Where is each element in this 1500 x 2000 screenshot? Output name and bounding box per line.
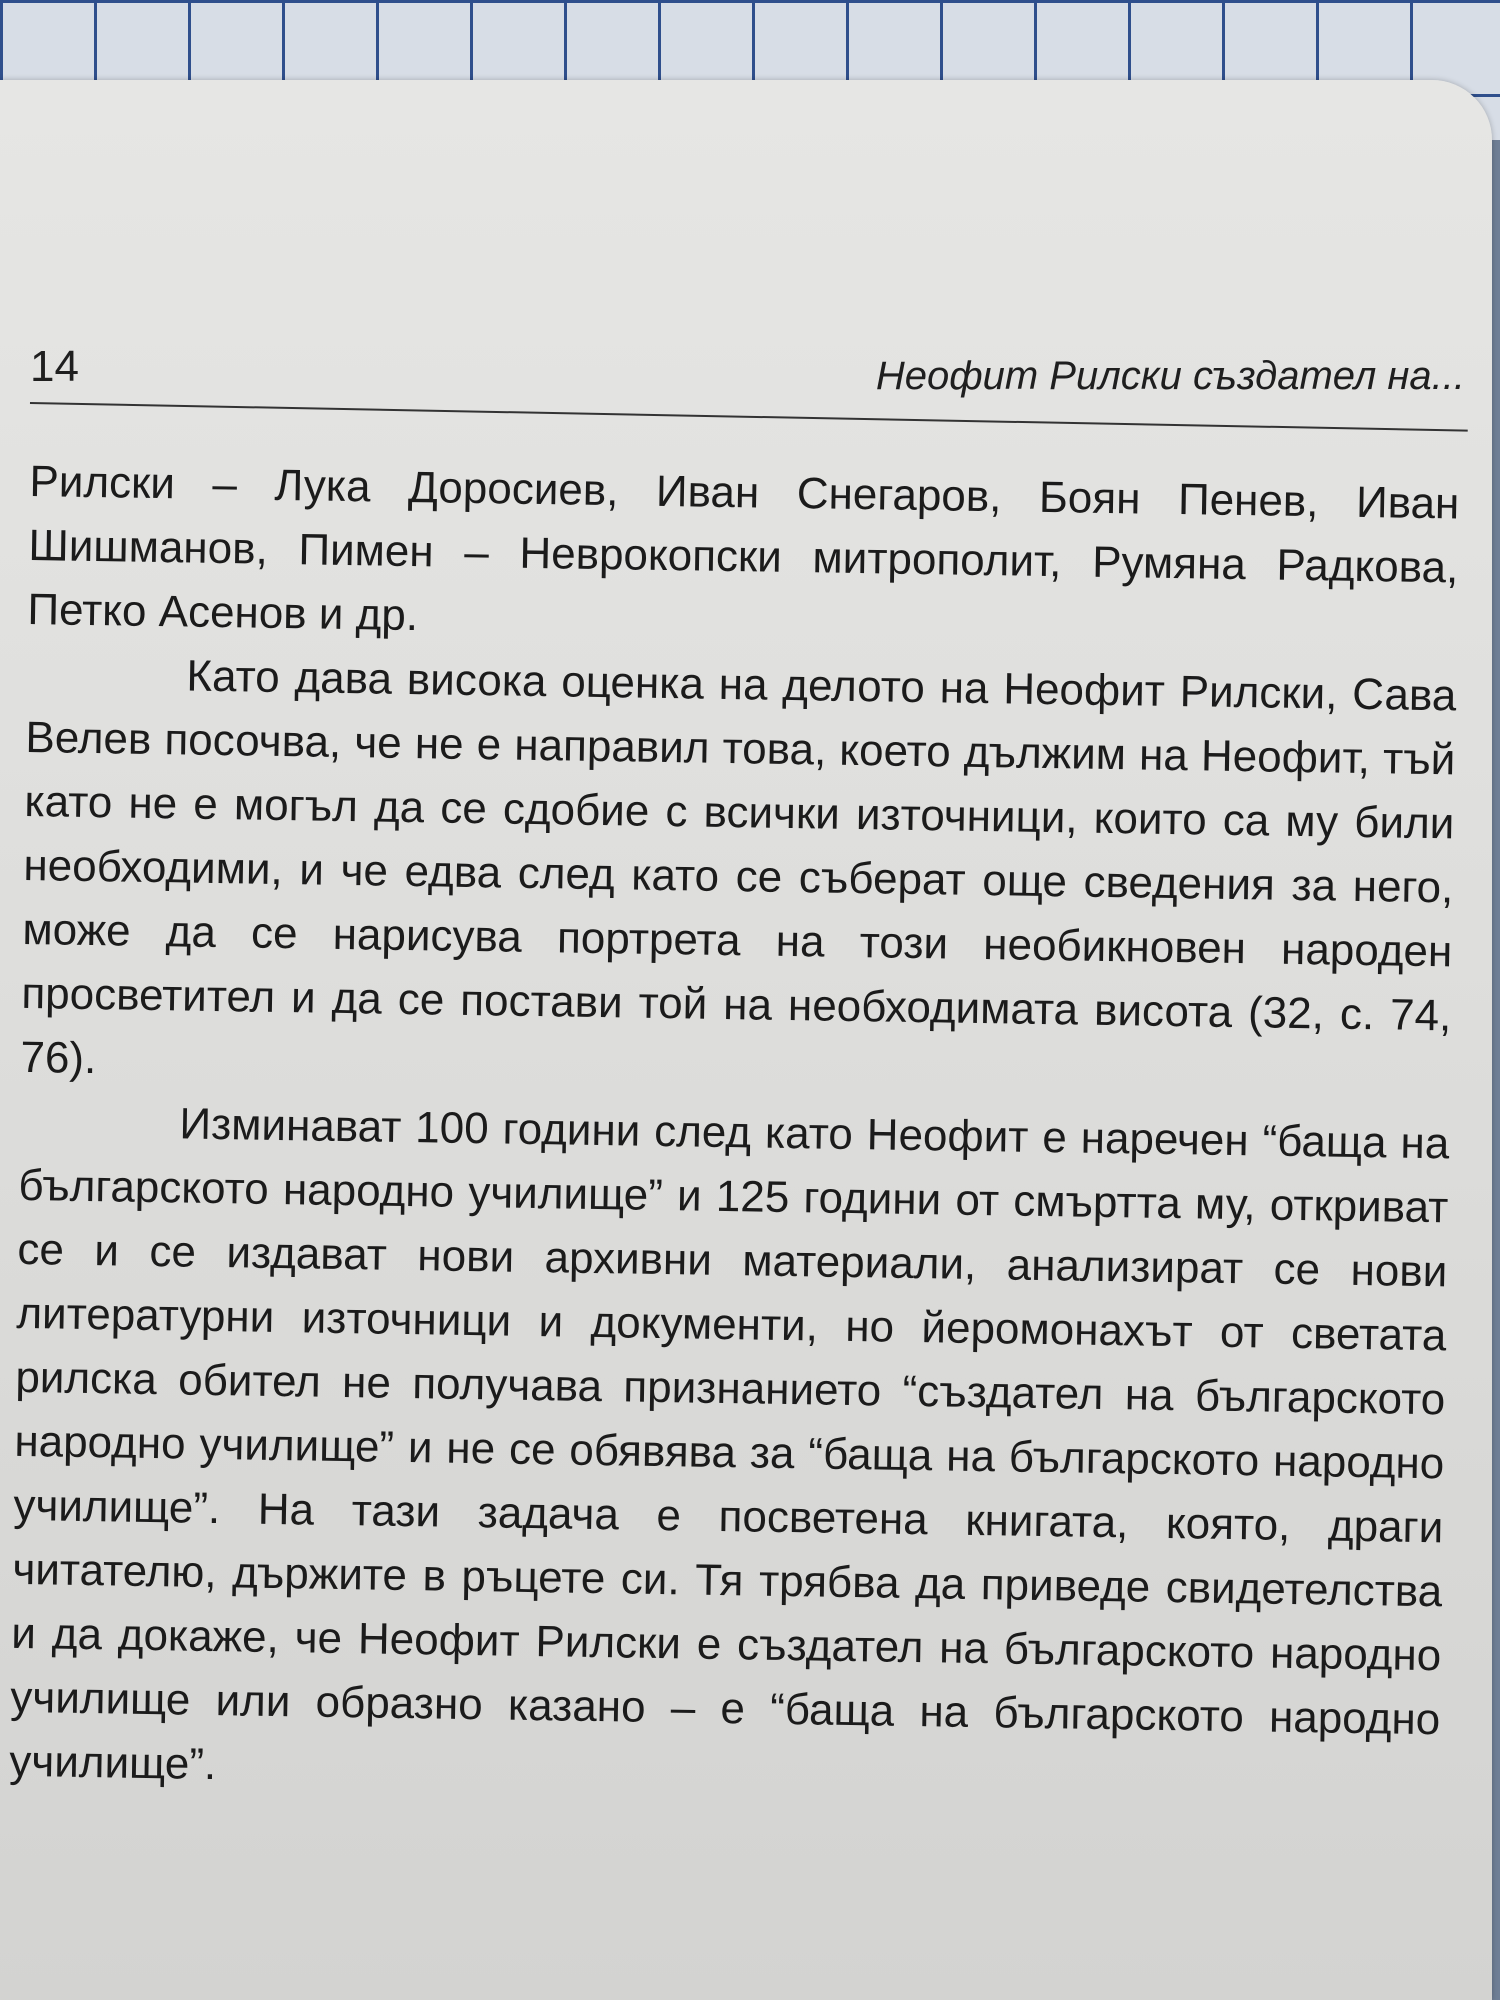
running-title: Неофит Рилски създател на... [875,354,1465,398]
page-number: 14 [30,342,79,391]
paragraph-1: Рилски – Лука Доросиев, Иван Снегаров, Боян Пенев, Иван Шишманов, Пимен – Неврокопски митрополит, Румяна Радкова, Петко Асенов и др. [27,456,1460,641]
paragraph-3: Изминават 100 години след като Неофит е наречен “баща на българското народно училище” и 125 години от смъртта му, откриват се и се издават нови архивни материали, анализират се нови литературни източници и документи, но йеромонахът от светата рилска обител не получава признанието “създател на българското народно училище” и не се обявява за “баща на българското народно училище”. На тази задача е посветена книгата, която, драги читателю, държите в ръцете си. Тя трябва да приведе свидетелства и да докаже, че Неофит Рилски е създател на българското народно училище или образно казано – е “баща на българското народно училище”. [9,1099,1450,1790]
running-head [30,330,1465,400]
body-text [9,450,1460,1816]
paragraph-2: Като дава висока оценка на делото на Неофит Рилски, Сава Велев посочва, че не е направил това, което дължим на Неофит, тъй като не е могъл да се сдобие с всички източници, които са му били необходими, и че едва след като се съберат още сведения за него, може да се нарисува портрета на този необикновен народен просветител и да се постави той на необходимата висота (32, с. 74, 76). [20,651,1457,1084]
